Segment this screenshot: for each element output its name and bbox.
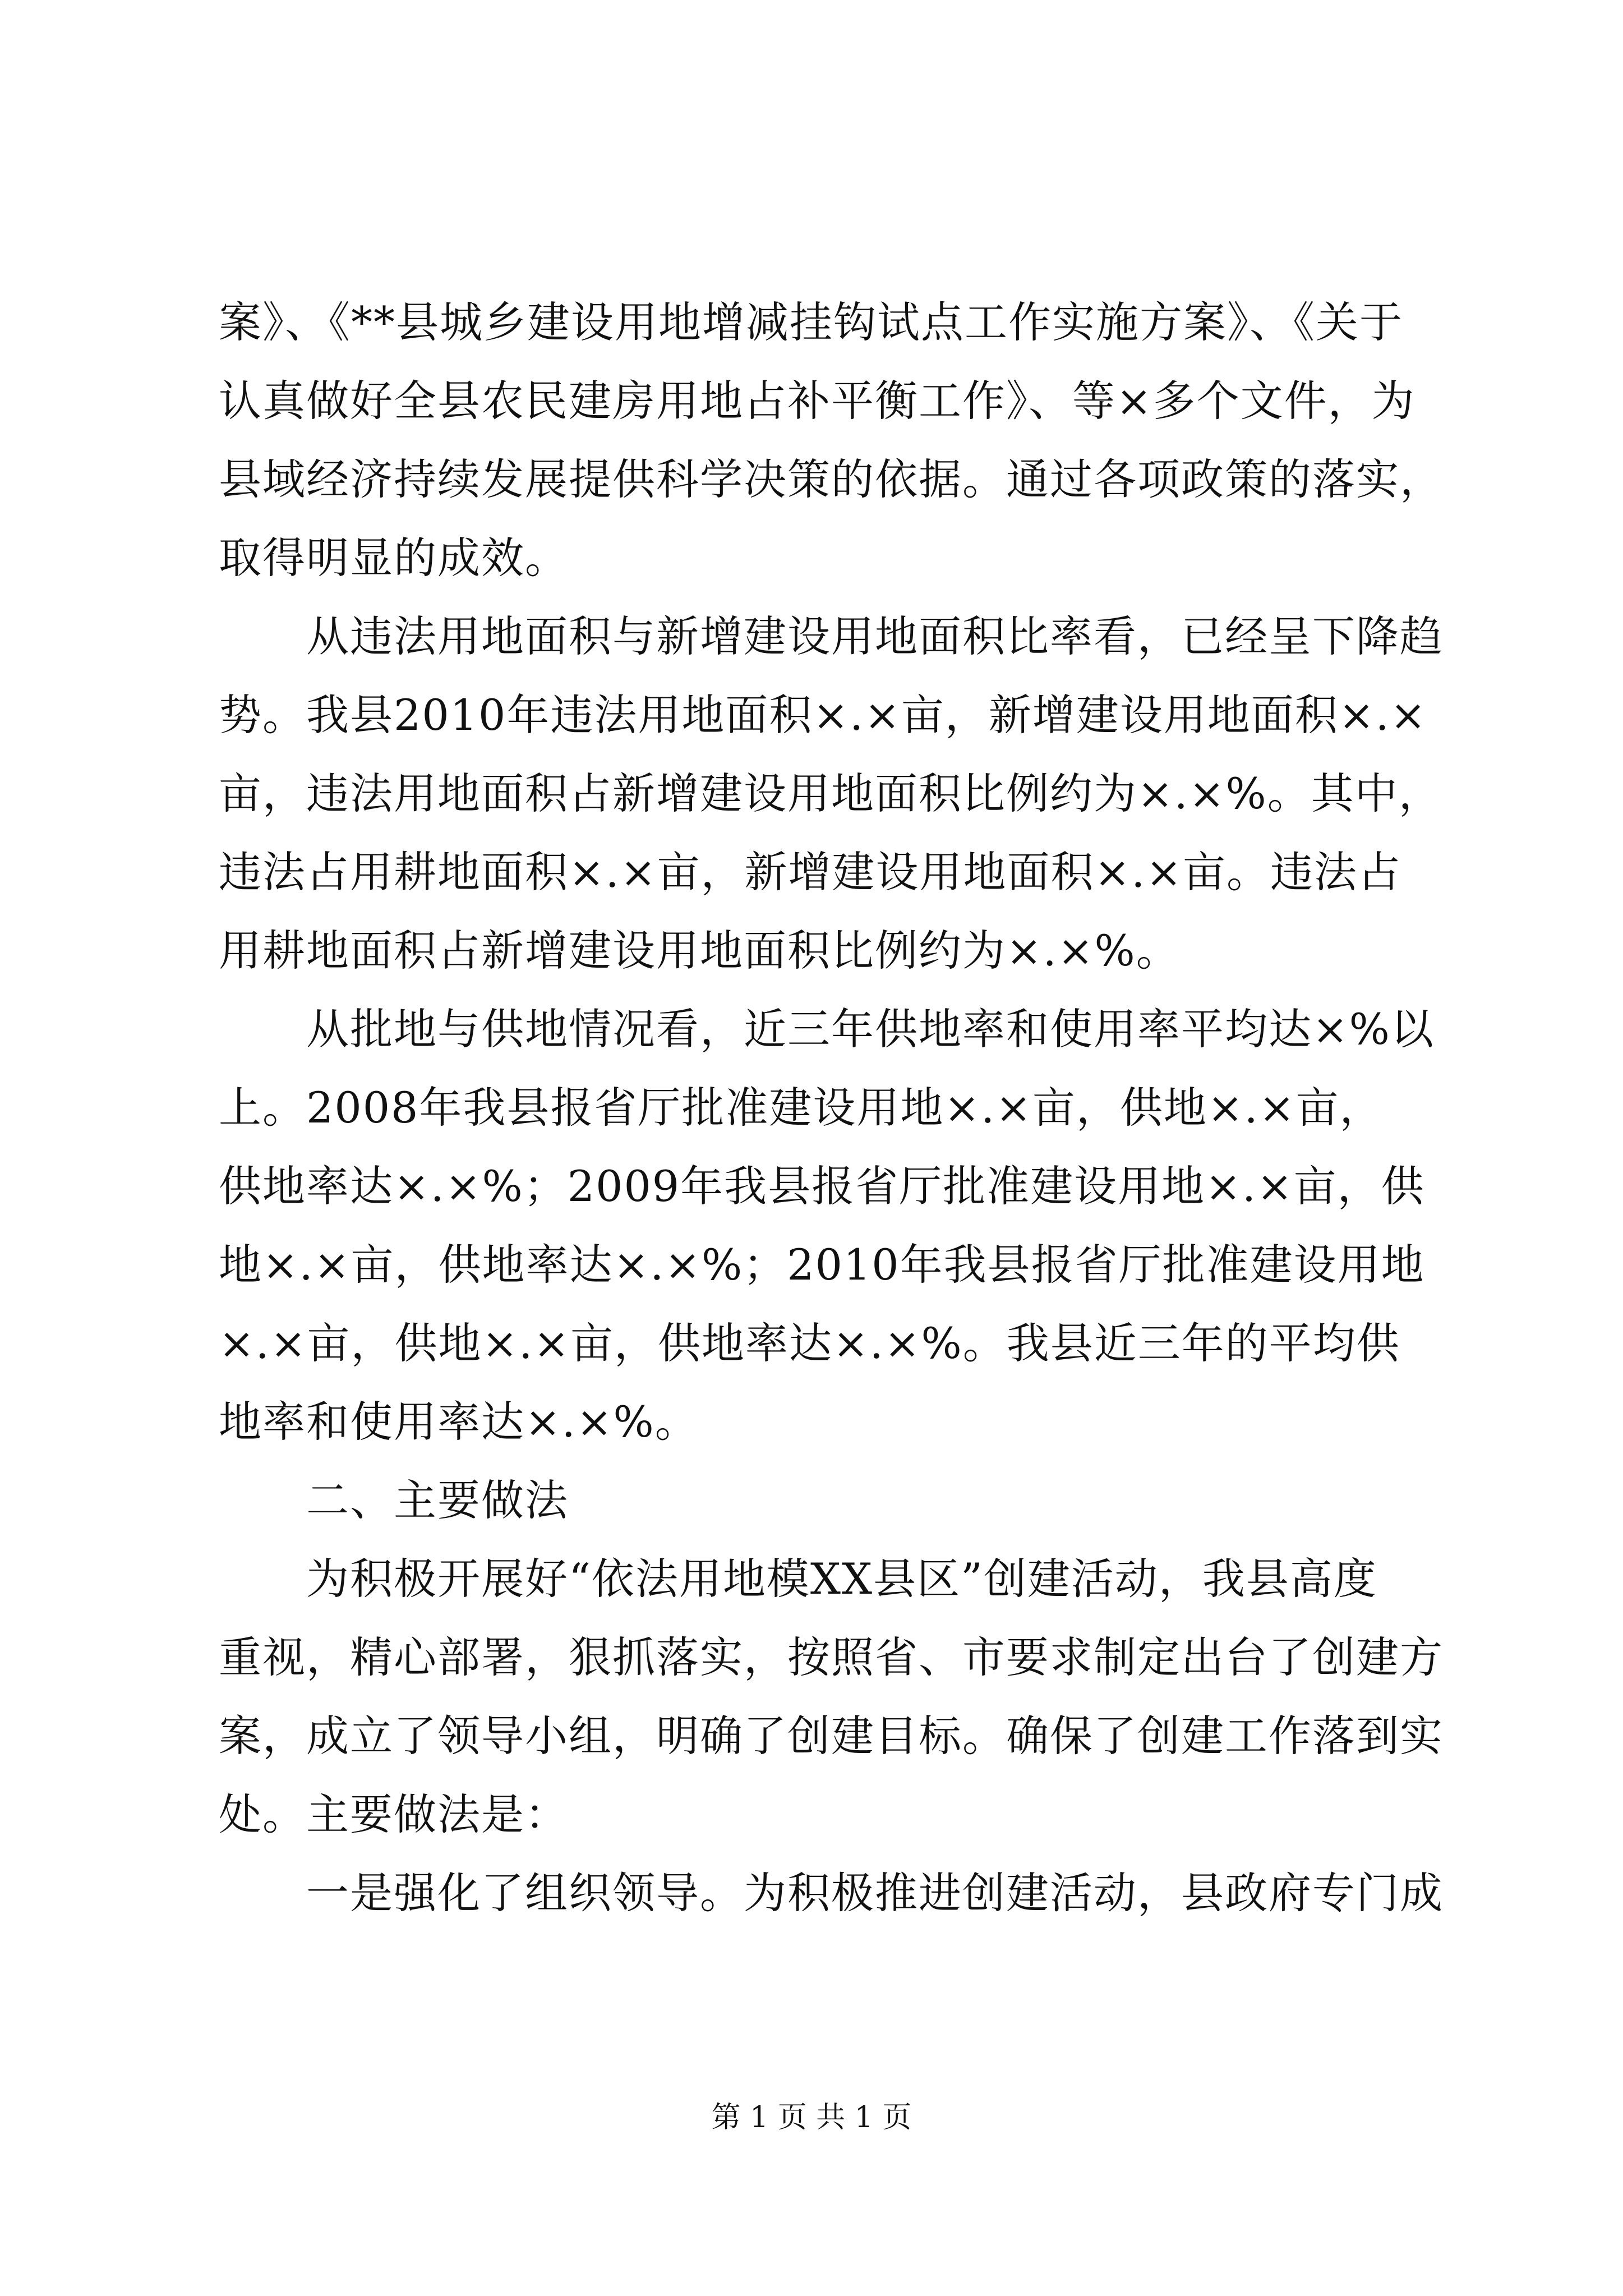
text-line: 上。2008年我县报省厅批准建设用地×.×亩，供地×.×亩，: [219, 1083, 1384, 1133]
text-line: 认真做好全县农民建房用地占补平衡工作》、等×多个文件，为: [219, 376, 1415, 426]
text-line: 地×.×亩，供地率达×.×%；2010年我县报省厅批准建设用地: [219, 1240, 1425, 1290]
section-heading: 二、主要做法: [219, 1475, 569, 1525]
text-line: 从批地与供地情况看，近三年供地率和使用率平均达×%以: [219, 1004, 1435, 1054]
text-line: 供地率达×.×%；2009年我县报省厅批准建设用地×.×亩，供: [219, 1161, 1425, 1211]
text-line: 一是强化了组织领导。为积极推进创建活动，县政府专门成: [219, 1868, 1444, 1918]
text-line: 案》、《**县城乡建设用地增减挂钩试点工作实施方案》、《关于: [219, 297, 1403, 347]
text-line: 取得明显的成效。: [219, 533, 569, 583]
page-footer: 第 1 页 共 1 页: [711, 2101, 912, 2134]
text-line: 亩，违法用地面积占新增建设用地面积比例约为×.×%。其中，: [219, 769, 1442, 818]
text-line: 为积极开展好“依法用地模XX县区”创建活动，我县高度: [219, 1554, 1377, 1604]
text-line: ×.×亩，供地×.×亩，供地率达×.×%。我县近三年的平均供: [219, 1318, 1400, 1368]
text-line: 县域经济持续发展提供科学决策的依据。通过各项政策的落实，: [219, 454, 1444, 504]
text-line: 重视，精心部署，狠抓落实，按照省、市要求制定出台了创建方: [219, 1632, 1444, 1682]
text-line: 处。主要做法是：: [219, 1789, 569, 1839]
text-line: 从违法用地面积与新增建设用地面积比率看，已经呈下降趋: [219, 611, 1444, 661]
text-line: 势。我县2010年违法用地面积×.×亩，新增建设用地面积×.×: [219, 690, 1427, 740]
text-line: 违法占用耕地面积×.×亩，新增建设用地面积×.×亩。违法占: [219, 847, 1402, 897]
text-line: 案，成立了领导小组，明确了创建目标。确保了创建工作落到实: [219, 1711, 1444, 1761]
text-line: 地率和使用率达×.×%。: [219, 1397, 699, 1447]
text-line: 用耕地面积占新增建设用地面积比例约为×.×%。: [219, 926, 1180, 976]
